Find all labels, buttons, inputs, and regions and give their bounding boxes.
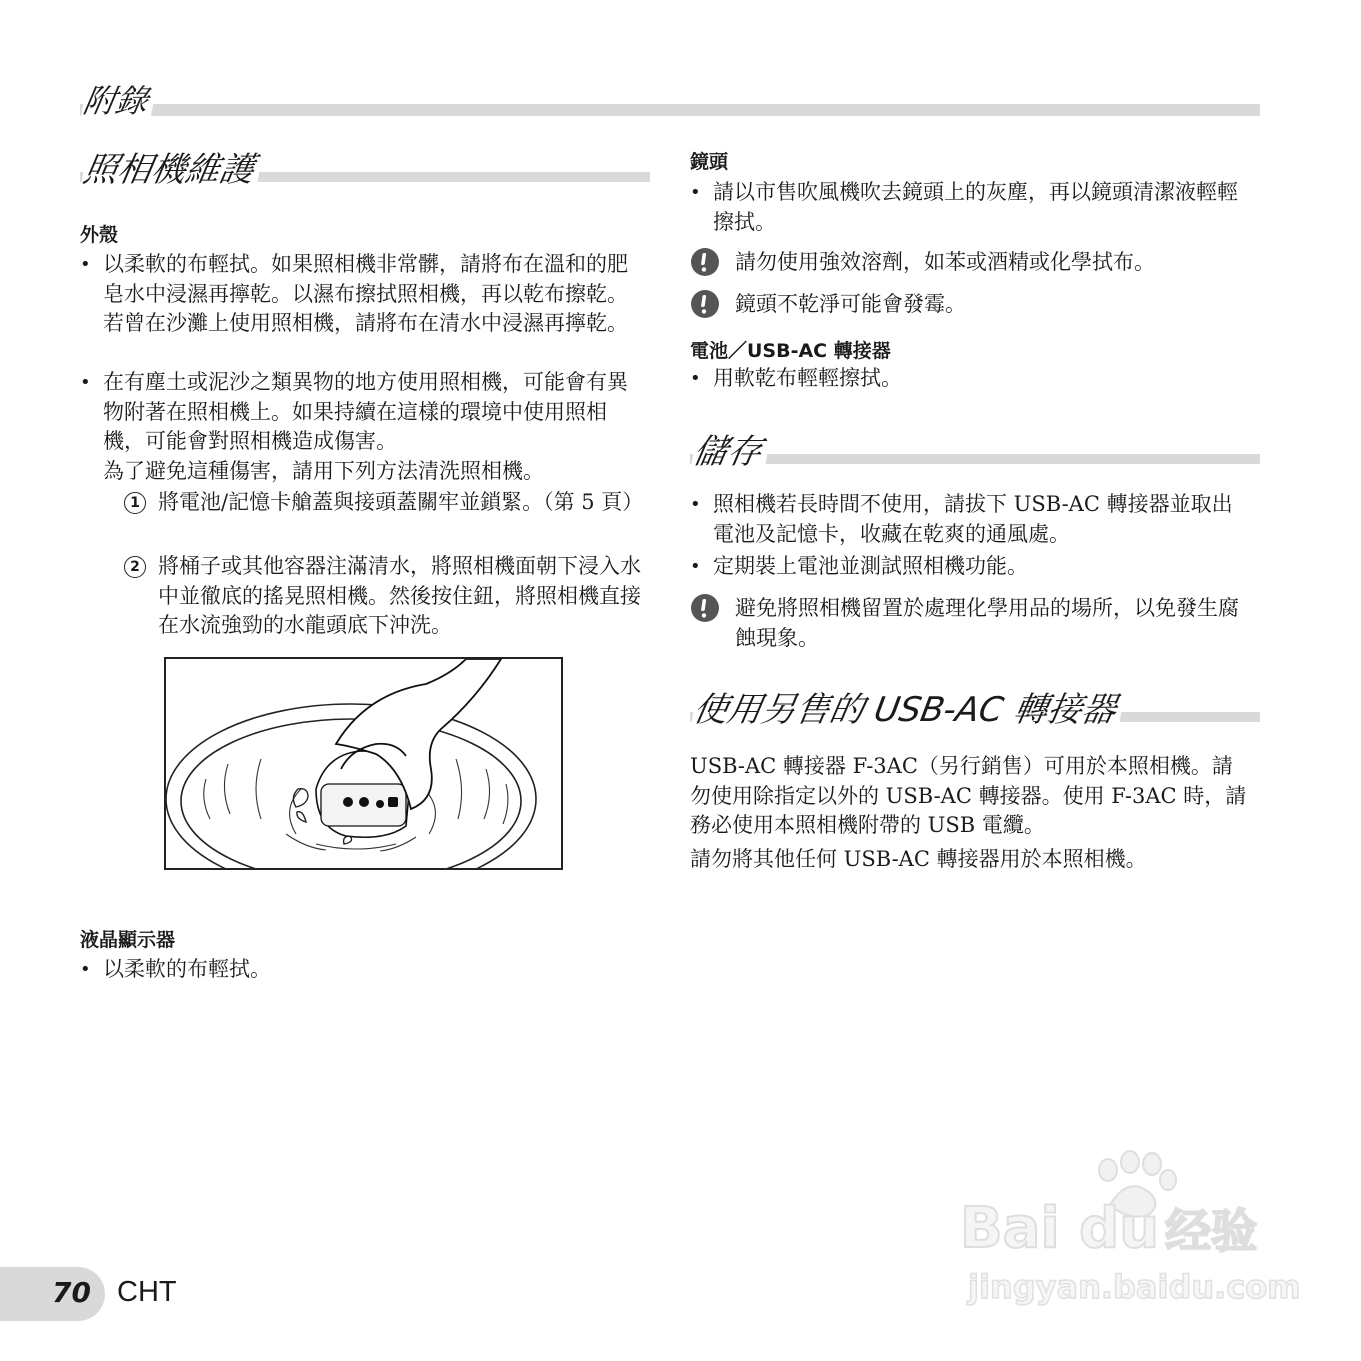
- bullet-dot: •: [80, 372, 91, 393]
- caution-icon: [690, 289, 720, 319]
- storage-bullet-1-text: 照相機若長時間不使用，請拔下 USB-AC 轉接器並取出電池及記憶卡，收藏在乾爽的通風處。: [713, 492, 1233, 546]
- shell-bullet-2: [80, 368, 636, 486]
- watermark-suffix: 经验: [1165, 1204, 1258, 1258]
- heading-usb-adapter: 使用另售的 USB-AC 轉接器: [690, 682, 1127, 731]
- section-rule: [80, 104, 1260, 116]
- bullet-dot: •: [80, 254, 91, 275]
- heading-rule-storage: [690, 454, 1260, 464]
- lens-warning-1: 請勿使用強效溶劑，如苯或酒精或化學拭布。: [735, 250, 1155, 274]
- bullet-dot: •: [690, 556, 701, 577]
- storage-bullet-2: [690, 552, 1250, 582]
- adapter-paragraph-1: USB-AC 轉接器 F-3AC（另行銷售）可用於本照相機。請勿使用除指定以外的 USB-AC 轉接器。使用 F-3AC 時，請務必使用本照相機附帶的 USB 電纜。: [690, 754, 1247, 837]
- baidu-watermark: [960, 1150, 1301, 1320]
- shell-bullet-1-text: 以柔軟的布輕拭。如果照相機非常髒，請將布在溫和的肥皂水中浸濕再擰乾。以濕布擦拭照相機，再以乾布擦乾。若曾在沙灘上使用照相機，請將布在清水中浸濕再擰乾。: [103, 252, 628, 335]
- lens-bullet-text: 請以市售吹風機吹去鏡頭上的灰塵，再以鏡頭清潔液輕輕擦拭。: [713, 180, 1238, 234]
- basin-hand-camera-image: [166, 659, 561, 868]
- step-number-1: 1: [124, 492, 146, 514]
- language-code: CHT: [117, 1276, 177, 1308]
- step-2: [124, 552, 644, 641]
- step-2-text: 將桶子或其他容器注滿清水，將照相機面朝下浸入水中並徹底的搖晃照相機。然後按住鈕，將照相機直接在水流強勁的水龍頭底下沖洗。: [158, 554, 641, 637]
- step-1-text: 將電池/記憶卡艙蓋與接頭蓋關牢並鎖緊。（第 5 頁）: [158, 490, 644, 514]
- lcd-bullet-text: 以柔軟的布輕拭。: [103, 957, 271, 981]
- caution-icon: [690, 247, 720, 277]
- subheading-shell: 外殼: [80, 224, 119, 246]
- lens-warning-2: 鏡頭不乾淨可能會發霉。: [735, 292, 966, 316]
- shell-bullet-2-extra: 為了避免這種傷害，請用下列方法清洗照相機。: [103, 458, 544, 483]
- battery-bullet-text: 用軟乾布輕輕擦拭。: [713, 366, 902, 390]
- watermark-brand-text: Bai du: [960, 1196, 1160, 1261]
- lens-bullet: [690, 178, 1250, 237]
- battery-bullet: [690, 364, 1250, 394]
- adapter-paragraph-2: 請勿將其他任何 USB-AC 轉接器用於本照相機。: [690, 847, 1147, 871]
- shell-bullet-2-text: 在有塵土或泥沙之類異物的地方使用照相機，可能會有異物附著在照相機上。如果持續在這樣的環境中使用照相機，可能會對照相機造成傷害。: [103, 370, 628, 453]
- subheading-battery: 電池／USB-AC 轉接器: [690, 340, 891, 362]
- bullet-dot: •: [690, 368, 701, 389]
- storage-warning: 避免將照相機留置於處理化學用品的場所，以免發生腐蝕現象。: [735, 596, 1239, 650]
- bullet-dot: •: [690, 182, 701, 203]
- bullet-dot: •: [80, 959, 91, 980]
- watermark-url: jingyan.baidu.com: [968, 1268, 1301, 1306]
- subheading-lcd: 液晶顯示器: [80, 929, 176, 951]
- subheading-lens: 鏡頭: [690, 151, 729, 173]
- caution-icon: [690, 593, 720, 623]
- washing-illustration: [164, 657, 563, 870]
- heading-storage: 儲存: [690, 424, 773, 473]
- page-number: 70: [52, 1276, 91, 1309]
- bullet-dot: •: [690, 494, 701, 515]
- lcd-bullet: [80, 955, 636, 985]
- step-1: [124, 488, 644, 518]
- shell-bullet-1: [80, 250, 636, 339]
- watermark-brand: [960, 1195, 1257, 1261]
- heading-camera-care: 照相機維護: [80, 142, 265, 191]
- storage-bullet-1: [690, 490, 1250, 549]
- section-title: 附錄: [80, 76, 158, 122]
- storage-bullet-2-text: 定期裝上電池並測試照相機功能。: [713, 554, 1028, 578]
- step-number-2: 2: [124, 556, 146, 578]
